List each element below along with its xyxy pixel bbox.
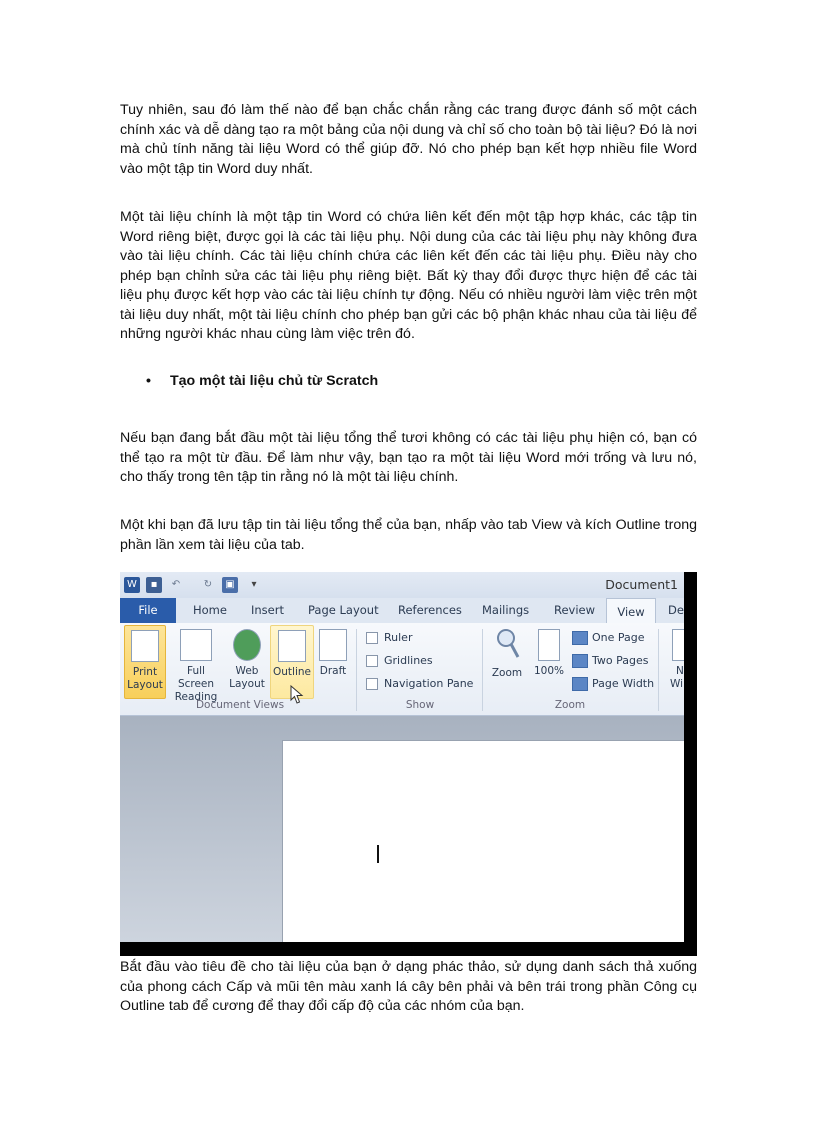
web-layout-globe-icon	[233, 629, 261, 661]
bullet-heading-text: Tạo một tài liệu chủ từ Scratch	[170, 373, 379, 389]
tab-mailings[interactable]: Mailings	[482, 603, 530, 617]
ribbon-view	[120, 623, 684, 716]
zoom-group-label: Zoom	[554, 699, 586, 711]
checkbox-icon	[366, 632, 378, 644]
tab-developer-partial[interactable]: De	[668, 603, 684, 617]
paragraph-intro: Tuy nhiên, sau đó làm thế nào để bạn chắc chắn rằng các trang được đánh số một cách chính xác và dễ dàng tạo ra một bảng của nội dung và chỉ số cho toàn bộ tài liệu? Đó là nơi mà chủ tính năng tài liệu Word có thể giúp đỡ. Nó cho phép bạn kết hợp nhiều file Word vào một tập tin Word duy nhất.	[120, 102, 697, 177]
quick-access-toolbar	[120, 572, 684, 598]
draft-icon	[319, 629, 347, 661]
tab-file[interactable]: File	[120, 598, 176, 623]
zoom-100-page-icon	[538, 629, 560, 661]
bullet-heading	[146, 373, 378, 389]
checkbox-icon	[366, 655, 378, 667]
page-width-button[interactable]: Page Width	[572, 677, 654, 691]
new-window-button-partial[interactable]: N Wi	[664, 625, 684, 697]
blank-page[interactable]	[282, 740, 684, 942]
tab-home[interactable]: Home	[193, 603, 227, 617]
checkbox-icon	[366, 678, 378, 690]
navigation-pane-checkbox[interactable]: Navigation Pane	[366, 677, 473, 690]
redo-icon[interactable]: ↻	[203, 579, 213, 590]
undo-icon[interactable]: ↶	[171, 579, 181, 590]
ruler-checkbox[interactable]: Ruler	[366, 631, 412, 644]
group-separator	[356, 629, 357, 711]
text-cursor	[377, 845, 379, 863]
paragraph-master-document: Một tài liệu chính là một tập tin Word có chứa liên kết đến một tập hợp khác, các tập tin Word riêng biệt, được gọi là các tài liệu phụ. Nội dung của các tài liệu phụ này không đưa vào tài liệu chính. Các tài liệu chính chứa các liên kết đến các tài liệu phụ. Điều này cho phép bạn chỉnh sửa các tài liệu phụ riêng biệt. Bất kỳ thay đổi được thực hiện để các tài liệu phụ được kết hợp vào các tài liệu chính tự động. Nếu có nhiều người làm việc trên một tài liệu duy nhất, một tài liệu chính cho phép bạn gửi các bộ phận khác nhau của tài liệu để những người khác nhau cùng làm việc trên đó.	[120, 209, 697, 342]
new-window-icon	[672, 629, 684, 661]
one-page-button[interactable]: One Page	[572, 631, 645, 645]
print-layout-icon	[131, 630, 159, 662]
document-views-group-label: Document Views	[195, 699, 285, 711]
page-width-icon	[572, 677, 588, 691]
outline-button[interactable]: Outline	[270, 625, 314, 699]
paragraph-outline-instruction: Một khi bạn đã lưu tập tin tài liệu tổng thể của bạn, nhấp vào tab View và kích Outline trong phần lần xem tài liệu của tab.	[120, 517, 697, 553]
gridlines-checkbox[interactable]: Gridlines	[366, 654, 433, 667]
two-pages-button[interactable]: Two Pages	[572, 654, 648, 668]
zoom-button[interactable]: Zoom	[488, 625, 526, 697]
tab-page-layout[interactable]: Page Layout	[308, 603, 379, 617]
draft-button[interactable]: Draft	[316, 625, 350, 697]
window-title: Document1	[605, 577, 678, 592]
tab-references[interactable]: References	[398, 603, 462, 617]
tab-insert[interactable]: Insert	[251, 603, 284, 617]
mouse-pointer-icon	[290, 685, 304, 705]
save-icon[interactable]: ▪	[146, 577, 162, 593]
group-separator	[658, 629, 659, 711]
one-page-icon	[572, 631, 588, 645]
two-pages-icon	[572, 654, 588, 668]
word-logo-icon: W	[124, 577, 140, 593]
document-workspace	[120, 716, 684, 942]
paragraph-scratch: Nếu bạn đang bắt đầu một tài liệu tổng thể tươi không có các tài liệu phụ hiện có, bạn có thể tạo ra một từ đầu. Để làm như vậy, bạn tạo ra một tài liệu Word mới trống và lưu nó, cho thấy trong tên tập tin rằng nó là một tài liệu chính.	[120, 430, 697, 485]
zoom-100-button[interactable]: 100%	[530, 625, 568, 697]
print-preview-icon[interactable]: ▣	[222, 577, 238, 593]
group-separator	[482, 629, 483, 711]
word-ribbon-screenshot	[120, 572, 697, 956]
tab-review[interactable]: Review	[554, 603, 596, 617]
tab-view[interactable]: View	[606, 598, 656, 625]
paragraph-outline-tools: Bắt đầu vào tiêu đề cho tài liệu của bạn ở dạng phác thảo, sử dụng danh sách thả xuống của phong cách Cấp và mũi tên màu xanh lá cây bên phải và bên trái trong phần Công cụ Outline tab để cương để thay đổi cấp độ của các nhóm của bạn.	[120, 959, 697, 1014]
ribbon-tabs	[120, 598, 684, 624]
show-group-label: Show	[405, 699, 435, 711]
print-layout-button[interactable]: Print Layout	[124, 625, 166, 699]
zoom-magnifier-icon	[494, 627, 520, 661]
bullet-icon: •	[146, 373, 151, 389]
customize-toolbar-icon[interactable]: ▾	[251, 579, 257, 590]
full-screen-reading-button[interactable]: Full Screen Reading	[168, 625, 224, 697]
web-layout-button[interactable]: Web Layout	[228, 625, 266, 697]
outline-icon	[278, 630, 306, 662]
full-screen-reading-icon	[180, 629, 212, 661]
